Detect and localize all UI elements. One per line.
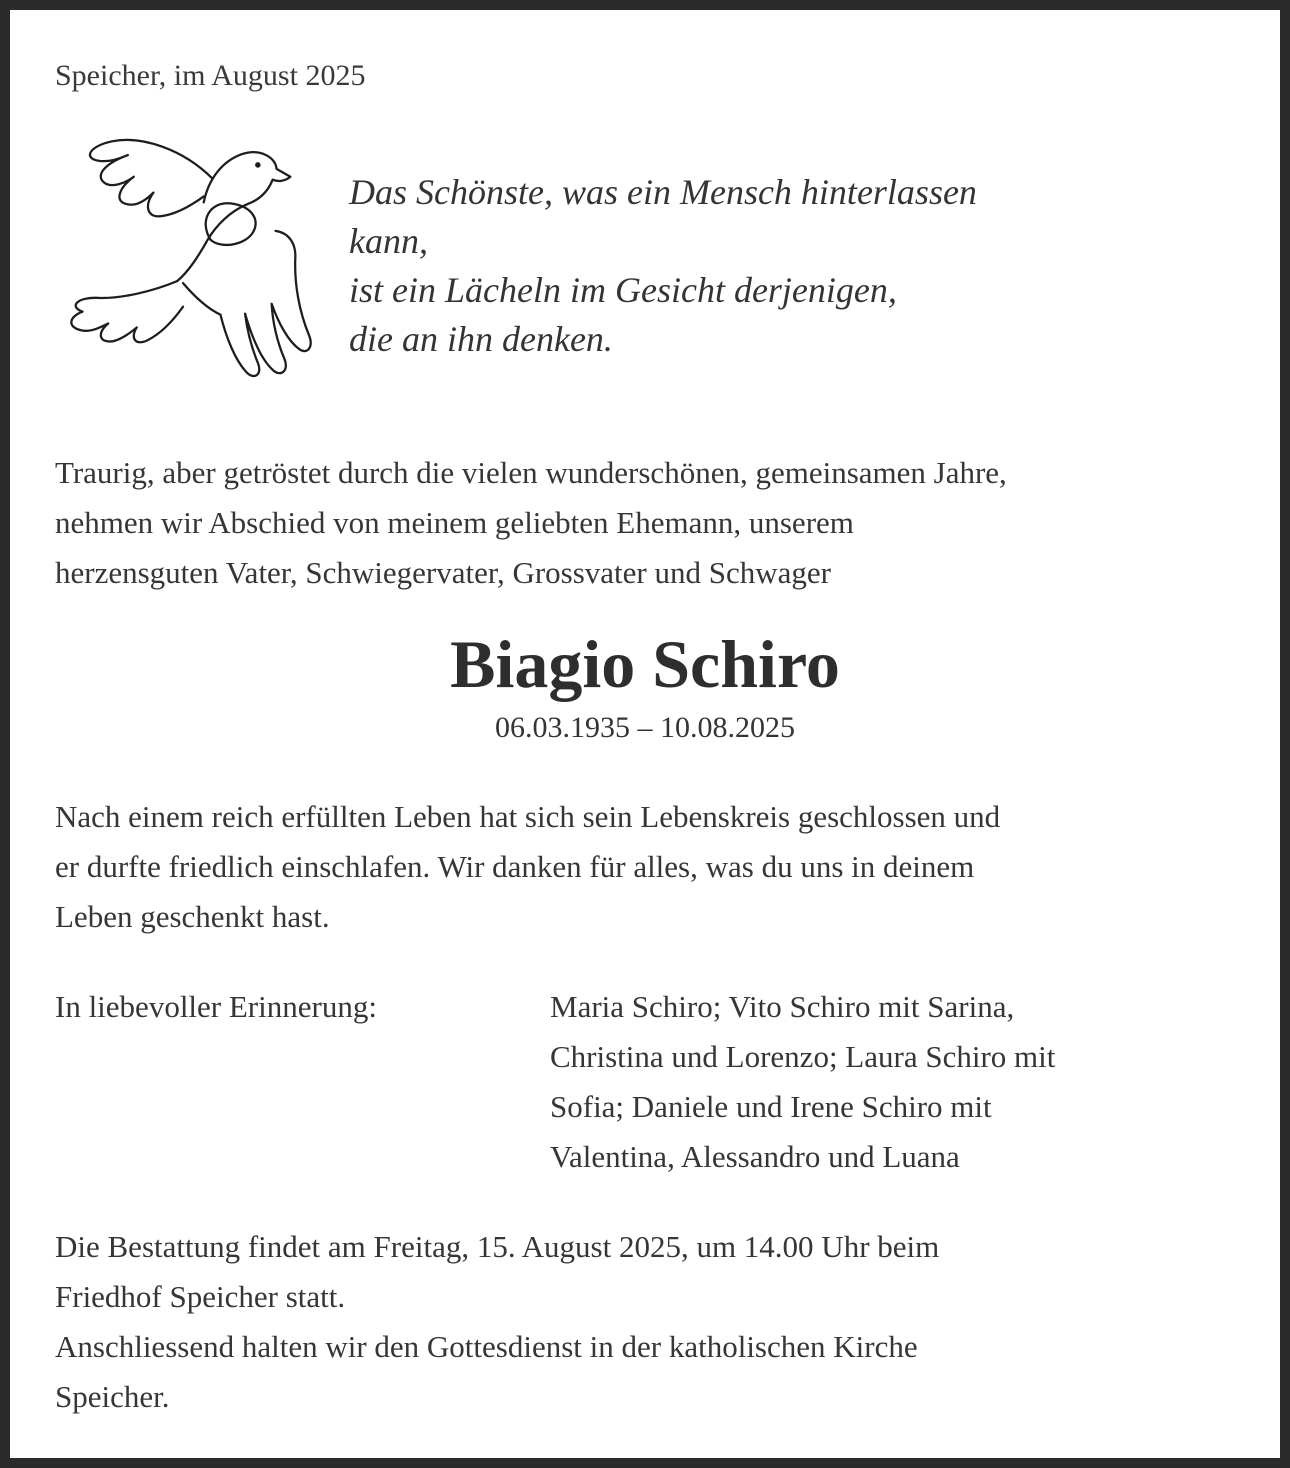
funeral-line: Anschliessend halten wir den Gottesdienst in der katholischen Kirche [55,1329,918,1364]
funeral-line: Speicher. [55,1379,170,1414]
farewell-paragraph [55,792,1235,942]
quote-line: ist ein Lächeln im Gesicht derjenigen, [349,270,897,310]
paragraph-line: nehmen wir Abschied von meinem geliebten Ehemann, unserem [55,505,854,540]
paragraph-line: herzensguten Vater, Schwiegervater, Grossvater und Schwager [55,555,831,590]
memorial-quote [349,168,977,364]
deceased-name: Biagio Schiro [450,626,840,702]
dove-body-loop [206,203,256,245]
memorial-names-line: Christina und Lorenzo; Laura Schiro mit [550,1039,1056,1074]
memorial-names-line: Maria Schiro; Vito Schiro mit Sarina, [550,989,1015,1024]
memorial-label: In liebevoller Erinnerung: [55,989,377,1024]
header-row [55,126,1235,390]
dove-eye [255,162,261,168]
dove-svg [55,126,313,390]
funeral-notice [55,1222,1235,1422]
dove-tail [220,231,310,376]
quote-line: kann, [349,221,428,261]
quote-line: die an ihn denken. [349,319,613,359]
intro-paragraph [55,448,1235,598]
dove-lower-wing [71,281,183,342]
life-dates: 06.03.1935 – 10.08.2025 [495,711,795,744]
memorial-names-line: Valentina, Alessandro und Luana [550,1139,960,1174]
dove-upper-wing [90,140,213,216]
memorial-section [55,982,1235,1182]
paragraph-line: Traurig, aber getröstet durch die vielen wunderschönen, gemeinsamen Jahre, [55,455,1007,490]
paragraph-line: er durfte friedlich einschlafen. Wir danken für alles, was du uns in deinem [55,849,975,884]
quote-line: Das Schönste, was ein Mensch hinterlassen [349,172,977,212]
obituary-content [10,10,1280,1422]
memorial-names-line: Sofia; Daniele und Irene Schiro mit [550,1089,992,1124]
funeral-line: Die Bestattung findet am Freitag, 15. August 2025, um 14.00 Uhr beim [55,1229,940,1264]
dateline: Speicher, im August 2025 [55,59,366,92]
paragraph-line: Nach einem reich erfüllten Leben hat sich sein Lebenskreis geschlossen und [55,799,1001,834]
dove-line-art-icon [55,126,313,390]
paragraph-line: Leben geschenkt hast. [55,899,330,934]
dove-head-breast [177,152,290,281]
dove-flank [183,283,220,315]
funeral-line: Friedhof Speicher statt. [55,1279,346,1314]
memorial-names [550,982,1235,1182]
